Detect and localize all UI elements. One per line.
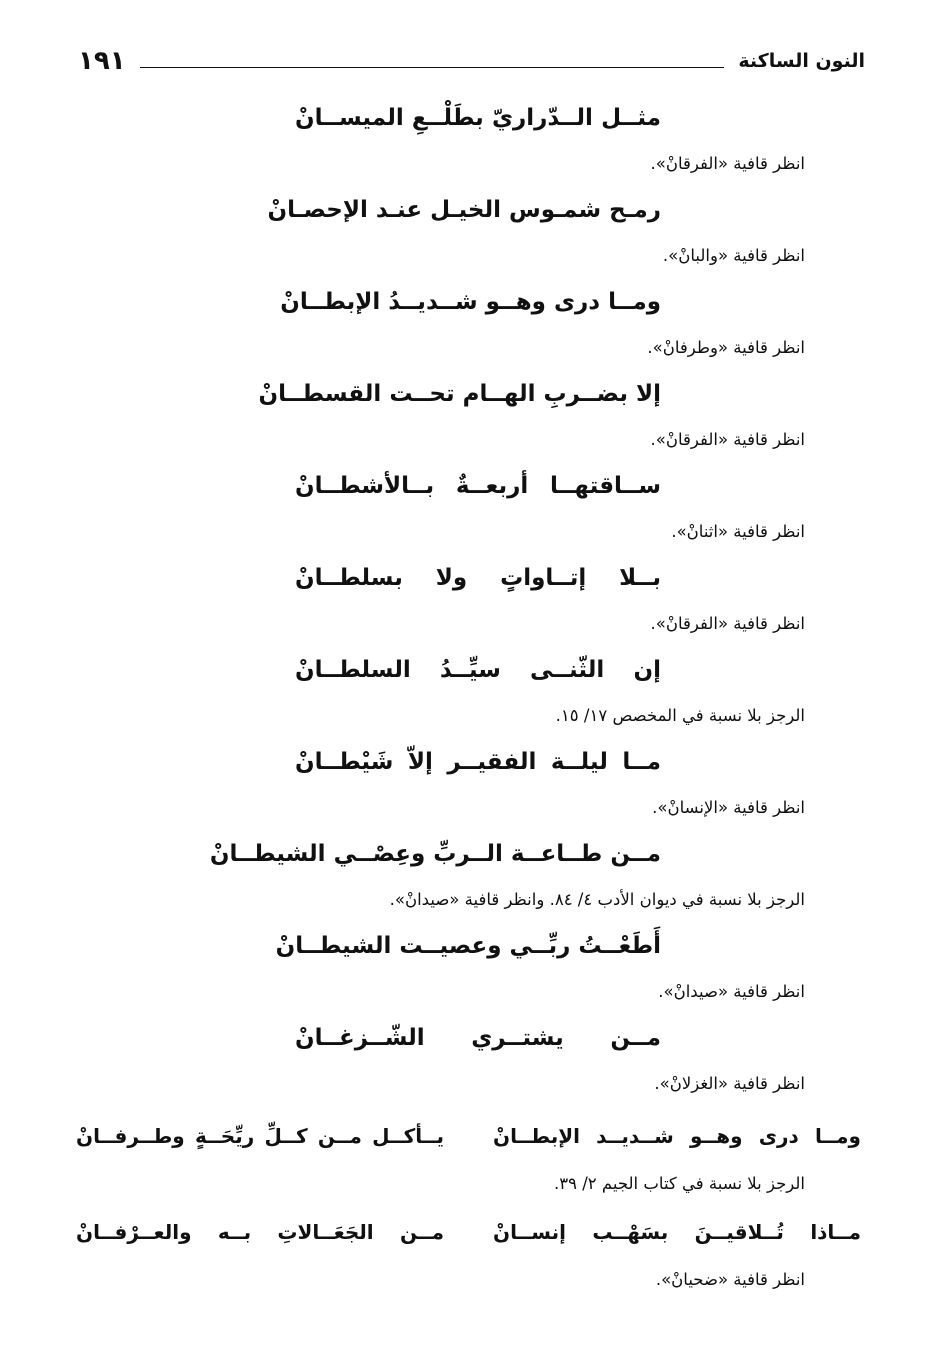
couplet-line: [76, 1210, 861, 1254]
second-hemistich: مــن الجَعَــالاتِ بــه والعــرْفــانْ: [76, 1220, 444, 1244]
verse-line: أَطَعْــتُ ربِّــي وعصيــت الشيطــانْ: [275, 933, 661, 959]
verse-note: الرجز بلا نسبة في كتاب الجيم ٢/ ٣٩.: [554, 1174, 805, 1193]
verse-line: مــن طــاعــة الــربِّ وعِصْــي الشيطــانْ: [209, 841, 661, 867]
verse-line: إلا بضــربِ الهــام تحــت القسطــانْ: [258, 381, 661, 407]
verse-note: انظر قافية «اثنانْ».: [671, 522, 805, 541]
verse-note: انظر قافية «الفرقانْ».: [650, 430, 805, 449]
verse-note: انظر قافية «الإنسانْ».: [652, 798, 805, 817]
page-number: ١٩١: [78, 46, 126, 76]
couplet-line: [76, 1114, 861, 1158]
verse-note: انظر قافية «وطرفانْ».: [647, 338, 805, 357]
verse-note: انظر قافية «الغزلانْ».: [654, 1074, 805, 1093]
verse-note: الرجز بلا نسبة في ديوان الأدب ٤/ ٨٤. وانظر قافية «صيدانْ».: [389, 890, 805, 909]
verse-line: مــا ليلــة الفقيــر إلاّ شَيْطــانْ: [295, 749, 661, 775]
verse-note: انظر قافية «الفرقانْ».: [650, 154, 805, 173]
header-rule: [140, 67, 725, 68]
verse-note: انظر قافية «صيدانْ».: [658, 982, 805, 1001]
second-hemistich: يــأكــل مــن كــلِّ ريِّحَــةٍ وطــرفــانْ: [76, 1124, 444, 1148]
verse-line: ســاقتهــا أربعــةٌ بــالأشطــانْ: [295, 473, 661, 499]
verse-list: [0, 98, 929, 1306]
verse-line: مثــل الــدّراريّ بطَلْــعِ الميســانْ: [295, 105, 661, 131]
verse-line: ومــا درى وهــو شــديــدُ الإبطــانْ: [280, 289, 661, 315]
verse-note: انظر قافية «الفرقانْ».: [650, 614, 805, 633]
verse-line: إن الثّنــى سيِّــدُ السلطــانْ: [295, 657, 661, 683]
verse-note: انظر قافية «ضحيانْ».: [655, 1270, 805, 1289]
verse-note: الرجز بلا نسبة في المخصص ١٧/ ١٥.: [555, 706, 805, 725]
verse-line: رمـح شمـوس الخيـل عنـد الإحصـانْ: [267, 197, 661, 223]
verse-line: مــن يشتــري الشّــزغــانْ: [295, 1025, 661, 1051]
first-hemistich: مــاذا تُــلاقيــنَ بسَهْــب إنســانْ: [493, 1220, 861, 1244]
first-hemistich: ومــا درى وهــو شــديــد الإبطــانْ: [493, 1124, 861, 1148]
verse-note: انظر قافية «والبانْ».: [662, 246, 805, 265]
running-header: [78, 40, 865, 82]
verse-line: بــلا إتــاواتٍ ولا بسلطــانْ: [295, 565, 661, 591]
running-title: النون الساكنة: [738, 50, 865, 72]
